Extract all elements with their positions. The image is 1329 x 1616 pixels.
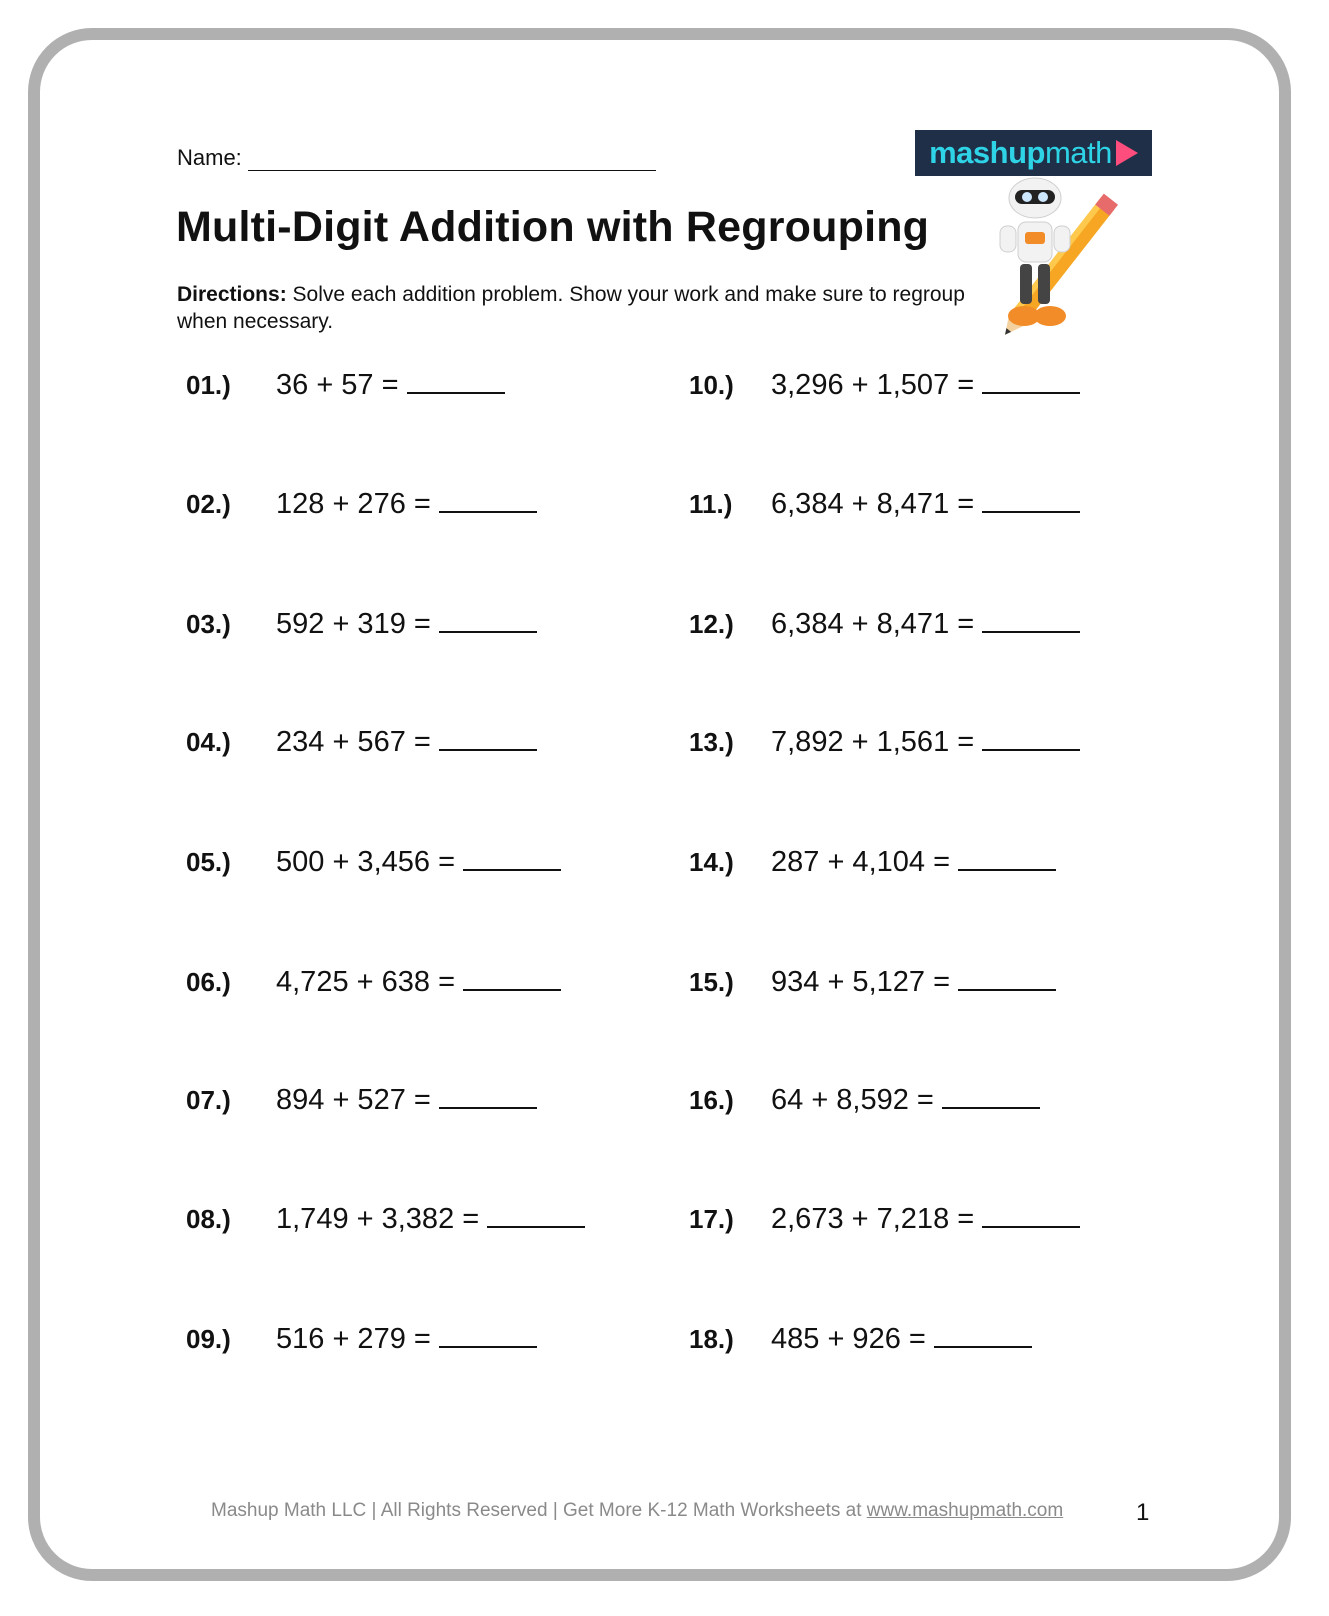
problem-expression: 6,384 + 8,471 = <box>771 488 975 520</box>
answer-blank[interactable] <box>982 509 1080 513</box>
answer-blank[interactable] <box>958 867 1056 871</box>
directions-label: Directions: <box>177 283 287 306</box>
problem-08 <box>186 1203 585 1236</box>
problem-number: 07.) <box>186 1085 231 1115</box>
problem-number: 13.) <box>689 727 734 757</box>
directions-text: Solve each addition problem. Show your work and make sure to regroup when necessary. <box>177 283 965 333</box>
problem-10 <box>689 369 1080 402</box>
answer-blank[interactable] <box>942 1105 1040 1109</box>
problem-expression: 4,725 + 638 = <box>276 966 455 998</box>
problem-number: 18.) <box>689 1324 734 1354</box>
problem-number: 01.) <box>186 370 231 400</box>
mashupmath-logo <box>915 130 1152 176</box>
answer-blank[interactable] <box>407 390 505 394</box>
directions <box>177 281 997 335</box>
problem-expression: 500 + 3,456 = <box>276 846 455 878</box>
problem-number: 09.) <box>186 1324 231 1354</box>
name-blank-line[interactable] <box>248 148 656 171</box>
problem-expression: 7,892 + 1,561 = <box>771 726 975 758</box>
problem-expression: 64 + 8,592 = <box>771 1084 934 1116</box>
problem-number: 10.) <box>689 370 734 400</box>
answer-blank[interactable] <box>439 509 537 513</box>
problem-number: 06.) <box>186 967 231 997</box>
problem-13 <box>689 726 1080 759</box>
problem-15 <box>689 966 1056 999</box>
problem-number: 02.) <box>186 489 231 519</box>
problem-expression: 2,673 + 7,218 = <box>771 1203 975 1235</box>
logo-text-light: math <box>1044 135 1112 170</box>
answer-blank[interactable] <box>982 629 1080 633</box>
problem-number: 12.) <box>689 609 734 639</box>
name-field <box>177 145 656 171</box>
problem-expression: 592 + 319 = <box>276 608 431 640</box>
problem-18 <box>689 1323 1032 1356</box>
play-icon <box>1116 140 1138 166</box>
problem-number: 14.) <box>689 847 734 877</box>
problem-number: 16.) <box>689 1085 734 1115</box>
answer-blank[interactable] <box>463 867 561 871</box>
logo-text-bold: mashup <box>929 135 1045 170</box>
footer <box>211 1500 1063 1522</box>
answer-blank[interactable] <box>439 1105 537 1109</box>
problem-number: 15.) <box>689 967 734 997</box>
problem-06 <box>186 966 561 999</box>
problem-expression: 287 + 4,104 = <box>771 846 950 878</box>
answer-blank[interactable] <box>439 629 537 633</box>
problem-expression: 36 + 57 = <box>276 369 399 401</box>
problem-11 <box>689 488 1080 521</box>
problem-05 <box>186 846 561 879</box>
problem-number: 05.) <box>186 847 231 877</box>
footer-link[interactable]: www.mashupmath.com <box>866 1500 1064 1521</box>
answer-blank[interactable] <box>439 1344 537 1348</box>
problem-number: 17.) <box>689 1204 734 1234</box>
problem-16 <box>689 1084 1040 1117</box>
answer-blank[interactable] <box>982 1224 1080 1228</box>
problem-expression: 894 + 527 = <box>276 1084 431 1116</box>
problem-number: 11.) <box>689 489 733 519</box>
problem-01 <box>186 369 505 402</box>
problem-expression: 485 + 926 = <box>771 1323 926 1355</box>
problem-03 <box>186 608 537 641</box>
problem-04 <box>186 726 537 759</box>
worksheet-title: Multi-Digit Addition with Regrouping <box>176 203 930 251</box>
problem-expression: 516 + 279 = <box>276 1323 431 1355</box>
answer-blank[interactable] <box>463 987 561 991</box>
problem-expression: 128 + 276 = <box>276 488 431 520</box>
problem-expression: 3,296 + 1,507 = <box>771 369 975 401</box>
problem-expression: 1,749 + 3,382 = <box>276 1203 480 1235</box>
problem-12 <box>689 608 1080 641</box>
answer-blank[interactable] <box>934 1344 1032 1348</box>
answer-blank[interactable] <box>958 987 1056 991</box>
problem-14 <box>689 846 1056 879</box>
problem-expression: 934 + 5,127 = <box>771 966 950 998</box>
problem-07 <box>186 1084 537 1117</box>
answer-blank[interactable] <box>982 747 1080 751</box>
problem-expression: 6,384 + 8,471 = <box>771 608 975 640</box>
problem-09 <box>186 1323 537 1356</box>
answer-blank[interactable] <box>982 390 1080 394</box>
answer-blank[interactable] <box>439 747 537 751</box>
problem-number: 08.) <box>186 1204 231 1234</box>
problem-17 <box>689 1203 1080 1236</box>
problem-expression: 234 + 567 = <box>276 726 431 758</box>
name-label: Name: <box>177 145 242 170</box>
problem-number: 04.) <box>186 727 231 757</box>
answer-blank[interactable] <box>487 1224 585 1228</box>
page-number: 1 <box>1136 1499 1150 1526</box>
footer-text: Mashup Math LLC | All Rights Reserved | Get More K-12 Math Worksheets at <box>211 1500 867 1521</box>
problem-02 <box>186 488 537 521</box>
problem-number: 03.) <box>186 609 231 639</box>
